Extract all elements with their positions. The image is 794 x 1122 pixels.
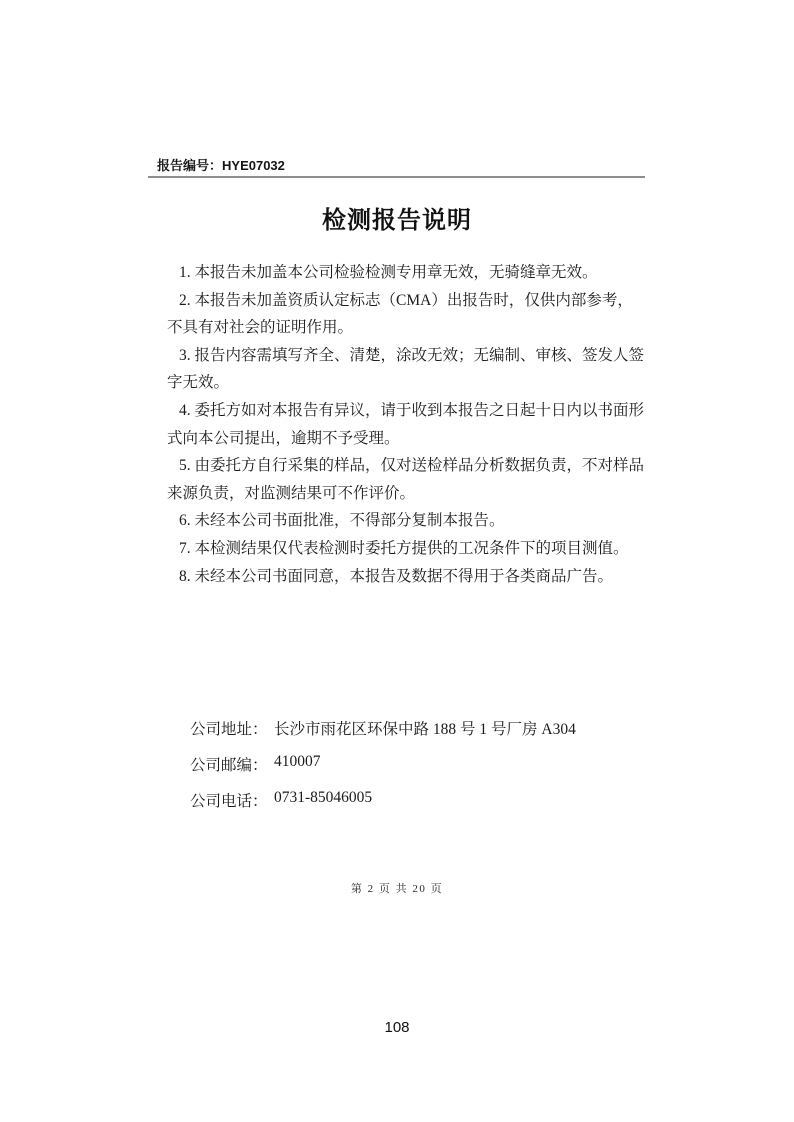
document-page-number: 108 (384, 1019, 410, 1036)
company-phone-row (190, 789, 576, 825)
note-2-line-1: 2. 本报告未加盖资质认定标志（CMA）出报告时，仅供内部参考， (179, 291, 633, 309)
company-phone-label: 公司电话： (190, 793, 268, 810)
page-title: 检测报告说明 (322, 207, 472, 234)
note-4-line-2: 式向本公司提出，逾期不予受理。 (167, 429, 400, 447)
company-postcode-value: 410007 (274, 753, 321, 770)
page-footer: 第 2 页 共 20 页 (350, 883, 444, 895)
note-7-line-1: 7. 本检测结果仅代表检测时委托方提供的工况条件下的项目测值。 (179, 539, 629, 557)
note-3-line-1: 3. 报告内容需填写齐全、清楚，涂改无效；无编制、审核、签发人签 (179, 346, 645, 364)
note-5-line-1: 5. 由委托方自行采集的样品，仅对送检样品分析数据负责，不对样品 (179, 457, 645, 475)
company-info (190, 717, 576, 825)
report-number-value: HYE07032 (222, 158, 285, 173)
note-4-line-1: 4. 委托方如对本报告有异议，请于收到本报告之日起十日内以书面形 (179, 401, 645, 419)
report-number-label: 报告编号： (157, 158, 223, 173)
note-6-line-1: 6. 未经本公司书面批准，不得部分复制本报告。 (179, 512, 505, 530)
header-rule (148, 176, 645, 178)
company-postcode-label: 公司邮编： (190, 757, 268, 774)
company-phone-value: 0731-85046005 (274, 789, 373, 806)
notes-list (167, 259, 647, 590)
company-postcode-row (190, 753, 576, 789)
note-8-line-1: 8. 未经本公司书面同意，本报告及数据不得用于各类商品广告。 (179, 567, 614, 585)
note-5-line-2: 来源负责，对监测结果可不作评价。 (167, 484, 416, 502)
company-address-label: 公司地址： (190, 721, 268, 738)
note-2-line-2: 不具有对社会的证明作用。 (167, 319, 354, 337)
company-address-value: 长沙市雨花区环保中路 188 号 1 号厂房 A304 (274, 721, 576, 738)
company-address-row (190, 717, 576, 753)
report-number (157, 155, 285, 174)
note-3-line-2: 字无效。 (167, 374, 230, 392)
note-1-line-1: 1. 本报告未加盖本公司检验检测专用章无效，无骑缝章无效。 (179, 264, 598, 281)
